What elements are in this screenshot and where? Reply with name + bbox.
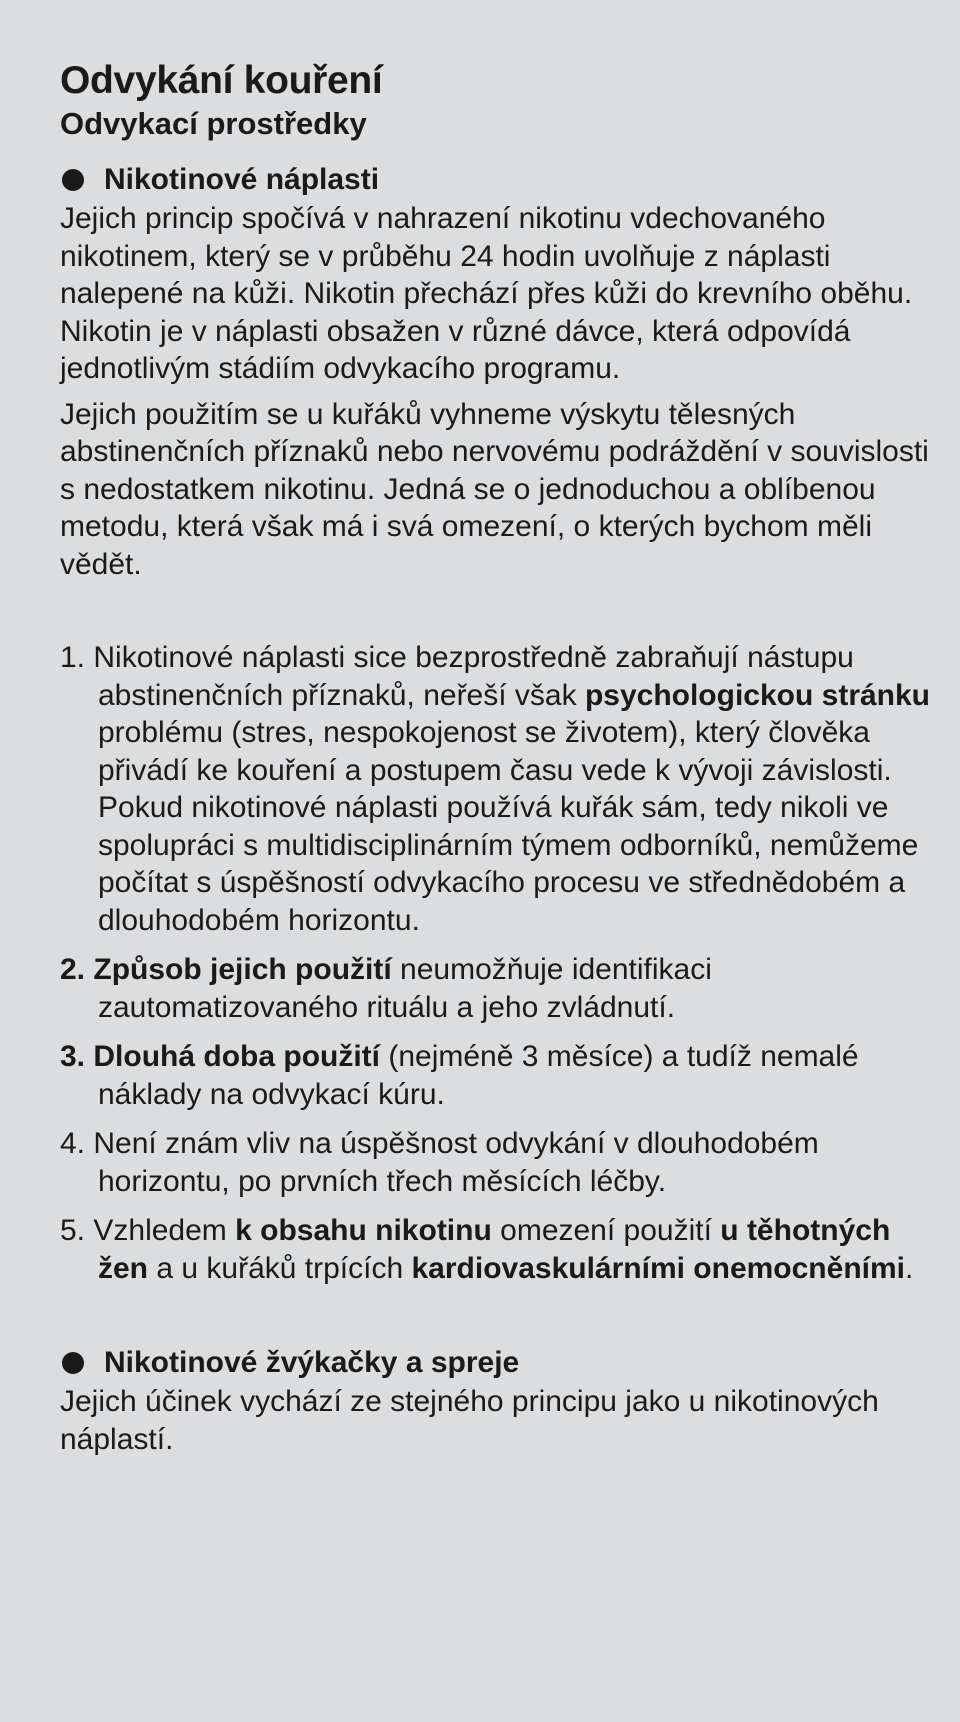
list-item — [60, 951, 940, 1026]
list-text: Není znám vliv na úspěšnost odvykání v dlouhodobém horizontu, po prvních třech měsících léčby. — [93, 1127, 819, 1198]
list-text-bold: Dlouhá doba použití — [93, 1040, 381, 1073]
list-number: 3. — [60, 1040, 86, 1073]
bullet-icon — [62, 169, 84, 191]
page-subtitle: Odvykací prostředky — [60, 106, 367, 141]
list-text-bold: psychologickou stránku — [584, 678, 931, 712]
list-text: (nejméně 3 měsíce) a tudíž nemalé náklady na odvykací kúru. — [98, 1040, 859, 1111]
paragraph: Jejich účinek vychází ze stejného principu jako u nikotinových náplastí. — [60, 1385, 879, 1456]
list-item — [60, 1125, 940, 1200]
section-nicotine-patches — [60, 160, 940, 1287]
list-text-bold: kardiovaskulárními onemocněními — [411, 1251, 905, 1285]
list-item — [60, 639, 940, 939]
list-number: 4. — [60, 1127, 86, 1160]
section-heading — [60, 160, 940, 200]
section-nicotine-gum-sprays — [60, 1343, 940, 1458]
paragraph: Jejich princip spočívá v nahrazení nikotinu vdechovaného nikotinem, který se v průběhu 24 hodin uvolňuje z náplasti nalepené na kůži. Nikotin přechází přes kůži do krevního oběhu. Nikotin je v náplasti obsažen v různé dávce, která odpovídá jednotlivým stádiím odvykacího programu. — [60, 202, 913, 385]
page-title: Odvykání kouření — [60, 59, 383, 102]
list-text-bold: Způsob jejich použití — [93, 953, 392, 986]
section-heading-label: Nikotinové náplasti — [104, 163, 380, 196]
section-heading — [60, 1343, 940, 1383]
list-number: 1. — [60, 641, 86, 674]
list-text-bold: k obsahu nikotinu — [235, 1214, 492, 1247]
list-text: Nikotinové náplasti sice bezprostředně zabraňují nástupu abstinenčních příznaků, neřeší však — [93, 641, 854, 712]
list-text: problému (stres, nespokojenost se životem), který člověka přivádí ke kouření a postupem času vede k vývoji závislosti. Pokud nikotinové náplasti používá kuřák sám, tedy nikoli ve spolupráci s multidisciplinárním týmem odborníků, nemůžeme počítat s úspěšností odvykacího procesu ve střednědobém a dlouhodobém horizontu. — [98, 716, 919, 937]
list-text: neumožňuje identifikaci zautomatizovaného rituálu a jeho zvládnutí. — [98, 953, 712, 1024]
bullet-icon — [62, 1352, 84, 1374]
section-heading-label: Nikotinové žvýkačky a spreje — [104, 1346, 520, 1379]
list-text: . — [905, 1251, 914, 1285]
list-item — [60, 1038, 940, 1113]
list-number: 2. — [60, 953, 86, 986]
list-text: omezení použití — [500, 1214, 712, 1247]
list-text: a u kuřáků trpících — [156, 1251, 404, 1285]
list-number: 5. — [60, 1214, 86, 1247]
list-item — [60, 1212, 940, 1287]
list-text-bold: u těhotných žen — [98, 1214, 891, 1285]
limitations-list — [60, 639, 940, 1287]
document-page — [60, 58, 940, 1458]
list-text: Vzhledem — [93, 1214, 227, 1247]
paragraph: Jejich použitím se u kuřáků vyhneme výskytu tělesných abstinenčních příznaků nebo nervovému podráždění v souvislosti s nedostatkem nikotinu. Jedná se o jednoduchou a oblíbenou metodu, která však má i svá omezení, o kterých bychom měli vědět. — [60, 397, 929, 581]
